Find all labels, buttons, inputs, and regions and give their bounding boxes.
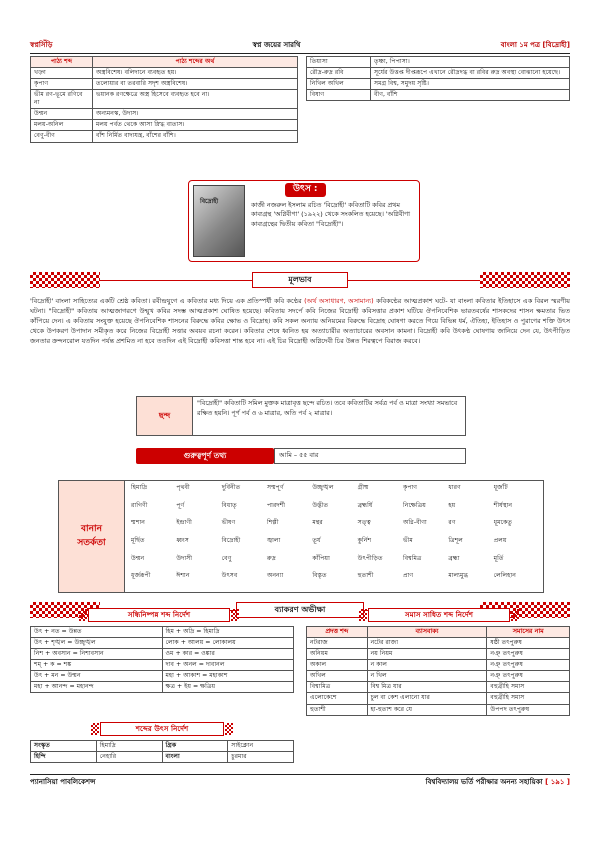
spelling-label-line1: বানান xyxy=(81,524,102,534)
chhanda-label: ছন্দ xyxy=(137,397,193,435)
word-origin-table xyxy=(30,740,294,763)
table-row xyxy=(31,671,294,682)
table-cell: নয় নিয়ম xyxy=(367,649,487,660)
table-cell: চুল বা কেশ এলানো যার xyxy=(367,693,487,704)
table-row xyxy=(31,649,294,660)
table-row xyxy=(31,741,294,752)
table-cell: ওম + কার = ওঙ্কার xyxy=(162,649,294,660)
col-header-meaning: পাঠ্য শব্দের অর্থ xyxy=(93,57,298,68)
table-row xyxy=(31,79,298,90)
table-cell: নিখিল অখিল xyxy=(307,79,371,90)
header-slogan: স্বপ্ন জয়ের সারথি xyxy=(252,41,301,50)
spelling-word: মন্থর xyxy=(312,519,323,527)
word-meaning-table-right xyxy=(306,56,570,101)
source-text: কাজী নজরুল ইসলাম রচিত 'বিদ্রোহী' কবিতাটি কবির প্রথম কাব্যগ্রন্থ 'অগ্নিবীণা' (১৯২২) থেকে সংকলিত হয়েছে। 'অগ্নিবীণা কাব্যগ্রন্থের দ্বিতীয় কবিতা "বিদ্রোহী"। xyxy=(251,201,410,228)
table-cell: বিশ্ব মিত্র যার xyxy=(367,682,487,693)
table-cell: দাব + অনল = দাবানল xyxy=(162,660,294,671)
spelling-word: ধূর্জটি xyxy=(493,484,508,491)
table-row xyxy=(307,638,570,649)
table-row xyxy=(31,638,294,649)
table-row xyxy=(307,660,570,671)
table-cell: হিমাদ্রি xyxy=(96,741,162,752)
table-cell: বাংলা xyxy=(162,752,228,763)
table-row xyxy=(307,693,570,704)
table-row xyxy=(307,68,570,79)
spelling-word: পূর্ণ xyxy=(176,501,185,509)
spelling-word: রণ xyxy=(448,519,456,527)
table-cell: ক্ষত্র + ইয় = ক্ষত্রিয় xyxy=(162,682,294,693)
table-cell: নিশ + অবসান = নিশাবসান xyxy=(31,649,163,660)
spelling-word: বিদ্রোহী xyxy=(221,536,241,544)
spelling-word: প্রলয় xyxy=(493,536,507,544)
sandhi-title: সন্ধিনিষ্পন্ন শব্দ নির্দেশ xyxy=(88,608,230,622)
table-cell: গ্রিক xyxy=(162,741,228,752)
spelling-word: ধারণ xyxy=(448,484,461,491)
table-cell: ন খিল xyxy=(367,671,487,682)
spelling-word: বেণু xyxy=(221,554,232,562)
table-cell: নেহারি xyxy=(96,752,162,763)
table-row xyxy=(31,68,298,79)
spelling-label-line2: সতর্কতা xyxy=(77,537,106,548)
samas-table xyxy=(306,626,570,716)
table-cell: অস্ত্রবিশেষ। বলিদানে ব্যবহৃত হয়। xyxy=(93,68,298,79)
table-cell: নটের রাজা xyxy=(367,638,487,649)
table-cell: হুতাশী xyxy=(307,704,368,715)
table-cell: উন্মন xyxy=(31,109,93,120)
table-cell: ষষ্ঠী তৎপুরুষ xyxy=(487,638,570,649)
table-cell: মলয়-অনিল xyxy=(31,120,93,131)
samas-col-word: প্রদত্ত শব্দ xyxy=(307,627,368,638)
spelling-word: পারদর্শী xyxy=(266,501,286,509)
spelling-word: হিমাদ্রি xyxy=(131,484,148,491)
checker-decoration xyxy=(480,272,570,288)
spelling-word: উদ্ভীত xyxy=(312,501,329,509)
spelling-word: প্রাণ xyxy=(402,572,414,580)
table-row xyxy=(31,660,294,671)
table-cell: বহুব্রীহি সমাস xyxy=(487,693,570,704)
table-cell: অনিয়ম xyxy=(307,649,368,660)
spelling-word: মূর্তি xyxy=(493,554,504,562)
spelling-word: নিক্ষেত্রিয় xyxy=(402,501,426,509)
spelling-word: সত্ত্ব xyxy=(357,519,371,527)
spelling-word: ধূর্জরূপী xyxy=(131,572,151,580)
table-cell: বেণু-বীণ xyxy=(31,131,93,142)
important-label: গুরুত্বপূর্ণ তথ্য xyxy=(136,448,274,464)
table-cell: অকাল xyxy=(307,660,368,671)
table-row xyxy=(31,752,294,763)
table-row xyxy=(31,120,298,131)
table-cell: হা-হুতাশ করে যে xyxy=(367,704,487,715)
table-cell: নটরাজ xyxy=(307,638,368,649)
source-box xyxy=(188,180,420,262)
spelling-grid xyxy=(125,481,543,592)
mulabhab-part: 'বিদ্রোহী' বাংলা সাহিত্যের একটি শ্রেষ্ঠ কবিতা। রবীন্দ্রযুগে এ কবিতার মধ্য দিয়ে এক প্রতিস্পর্ধী কবি কণ্ঠের xyxy=(30,297,305,305)
spelling-word: ত্রিশূল xyxy=(448,536,463,544)
mulabhab-text xyxy=(30,296,570,346)
spelling-word: উৎসব xyxy=(221,572,238,580)
spelling-word: বিস্তৃত xyxy=(312,572,327,580)
table-cell: অখিল xyxy=(307,671,368,682)
footer-rule xyxy=(30,774,570,775)
spelling-word: বিশ্বমিত্র xyxy=(402,554,422,562)
table-row xyxy=(31,627,294,638)
table-cell: নঞ্ তৎপুরুষ xyxy=(487,660,570,671)
table-cell: বহুব্রীহি সমাস xyxy=(487,682,570,693)
table-cell: সূর্যের উত্তপ্ত দীপ্তরূপে এখানে রৌদ্রদগ্ধ বা রবির রুদ্র অবস্থা বোঝানো হয়েছে। xyxy=(371,68,570,79)
checker-decoration xyxy=(30,272,100,288)
table-cell: তলোয়ার বা তরবারি সদৃশ অস্ত্রবিশেষ। xyxy=(93,79,298,90)
table-cell: মলয় পর্বত থেকে আসা স্নিগ্ধ বাতাস। xyxy=(93,120,298,131)
samas-col-byas: ব্যাসবাক্য xyxy=(367,627,487,638)
spelling-word: শীর্ষস্থান xyxy=(493,501,513,509)
table-cell: উৎ + শৃঙ্খল = উচ্ছৃঙ্খল xyxy=(31,638,163,649)
important-text: আমি – ৫৫ বার xyxy=(274,448,466,464)
table-cell: ভীম রণ-ভূমে রণিবে না xyxy=(31,90,93,109)
chhanda-box xyxy=(136,396,466,436)
usha-title: শব্দের উৎস নির্দেশ xyxy=(100,722,224,736)
table-row xyxy=(307,682,570,693)
table-cell: হিম + অদ্রি = হিমাদ্রি xyxy=(162,627,294,638)
table-cell: সংস্কৃত xyxy=(31,741,97,752)
footer-tagline: বিশ্ববিদ্যালয় ভর্তি পরীক্ষার অনন্য সহায়িকা xyxy=(425,778,543,786)
spelling-word: ব্রহ্মা xyxy=(448,554,460,562)
table-row xyxy=(31,131,298,142)
spelling-word: কৃপাণ xyxy=(402,484,418,491)
footer-right xyxy=(426,778,570,787)
spelling-word: সম্মপূর্ণ xyxy=(266,484,284,491)
table-cell: রৌদ্র-রুদ্র রবি xyxy=(307,68,371,79)
important-info xyxy=(136,448,466,464)
table-cell: নঞ্ তৎপুরুষ xyxy=(487,649,570,660)
spelling-word: অনন্যা xyxy=(266,572,284,580)
table-row xyxy=(307,79,570,90)
spelling-word: পৃথবী xyxy=(176,484,190,491)
table-cell: মহা + আকাশ = মহাকাশ xyxy=(162,671,294,682)
table-cell: ন কাল xyxy=(367,660,487,671)
spelling-word: শিল্পী xyxy=(266,519,279,527)
table-row xyxy=(31,90,298,109)
table-cell: বাঁশ নির্মিত বাদ্যযন্ত্র, বাঁশের বাঁশি। xyxy=(93,131,298,142)
sandhi-table xyxy=(30,626,294,693)
spelling-word: রাগিণী xyxy=(131,501,148,509)
book-cover-image xyxy=(193,185,245,257)
table-cell: ভয়ানক রণক্ষেত্রে অস্ত্র হিসেবে ব্যবহৃত হবে না। xyxy=(93,90,298,109)
page-header xyxy=(30,40,570,52)
spelling-word: উদাসী xyxy=(176,554,193,562)
chhanda-text: "বিদ্রোহী" কবিতাটি সমিল মুক্তক মাত্রাবৃত্ত ছন্দে রচিত। তবে কবিতাটির সর্বত্র পর্ব ও মাত্রা সংখ্যা সমভাবে রক্ষিত হয়নি। পূর্ণ পর্ব ও ৬ মাত্রার, অতি পর্ব ২ মাত্রার। xyxy=(197,399,458,417)
table-cell: মহা + আনন্দ = মহানন্দ xyxy=(31,682,163,693)
header-subject: বাংলা ১ম পত্র [বিদ্রোহী] xyxy=(500,41,570,50)
table-row xyxy=(31,682,294,693)
word-meaning-table xyxy=(30,56,298,143)
table-cell: লোক + আলয় = লোকালয় xyxy=(162,638,294,649)
table-row xyxy=(307,90,570,101)
mulabhab-part: কবিকণ্ঠের আত্মপ্রকাশ ঘটে- যা বাংলা কবিতার ইতিহাসে এক বিরল স্মরণীয় ঘটনা। "বিদ্রোহী" কবিতায় আত্মজাগরণে উন্মুখ কবির সদম্ভ আত্মপ্রকাশ ঘোষিত হয়েছে। কবিতায় সদর্পে কবি নিজের বিদ্রোহী কবিসত্তার প্রকাশ ঘটিয়ে ঔপনিবেশিক ভারতবর্ষের শাসকদের শাসন ক্ষমতার ভিত কাঁপিয়ে দেন। এ কবিতায় সংযুক্ত হয়েছে ঔপনিবেশিক শাসনের বিরুদ্ধে কবির ক্ষোভ ও বিদ্রোহ। কবি সকল অন্যায় অনিয়মের বিরুদ্ধে বিদ্রোহ ঘোষণা করতে গিয়ে বিভিন্ন ধর্ম, ঐতিহ্য, ইতিহাস ও পুরাণের শক্তি উৎস থেকে উপকরণ উপাদান সমীকৃত করে নিজের বিদ্রোহী সত্তার অবয়ব রচনা করেন। কবিতার শেষে ধ্বনিত হয় অত্যাচারীর অত্যাচারের অবসান কামনা। বিদ্রোহী কবি উৎকণ্ঠ ঘোষণায় জানিয়ে দেন যে, উৎপীড়িত জনতার ক্রন্দনরোল যতদিন পর্যন্ত প্রশমিত না হবে ততদিন এই বিদ্রোহী কবিসত্তা শান্ত হবে না। এই চির বিদ্রোহী অগ্নিদেবী চির উন্নত শিরত্বপে বিরাজ করবে। xyxy=(30,297,570,346)
table-row xyxy=(307,57,570,68)
table-row xyxy=(307,671,570,682)
spelling-word: ভীম xyxy=(402,536,413,544)
table-cell: চুরমার xyxy=(228,752,294,763)
spelling-word: দুর্বিনীত xyxy=(221,484,241,491)
table-cell: বিশ্বামিত্র xyxy=(307,682,368,693)
spelling-word: ব্রহ্মর্ষি xyxy=(357,501,373,509)
spelling-word: গ্রীষ্ম xyxy=(357,484,369,491)
spelling-word: অগ্নি-বীণা xyxy=(402,519,427,527)
spelling-label xyxy=(59,481,125,592)
table-cell: শম্ + ক = শঙ্ক xyxy=(31,660,163,671)
samas-title: সমাস সাধিত শব্দ নির্দেশ xyxy=(368,608,510,622)
spelling-word: রুদ্র xyxy=(266,554,276,562)
book-cover-title: বিদ্রোহী xyxy=(200,198,219,205)
table-cell: তিয়াসা xyxy=(307,57,371,68)
spelling-word: হুতাশী xyxy=(357,572,374,580)
table-row xyxy=(307,704,570,715)
spelling-word: ধ্বংস xyxy=(176,536,189,544)
spelling-word: ধূমকেতু xyxy=(493,519,513,527)
mulabhab-title: মূলভাব xyxy=(252,272,348,288)
table-cell: উৎ + নত = উন্নত xyxy=(31,627,163,638)
publisher: প্যানাসিয়া পাবলিকেশন্স xyxy=(30,778,96,786)
table-cell: কৃপাণ xyxy=(31,79,93,90)
table-row xyxy=(307,649,570,660)
spelling-word: শ্মশান xyxy=(131,519,145,527)
spelling-word: তূর্য xyxy=(312,536,321,544)
table-cell: সমগ্র বিশ্ব, সমুদয় সৃষ্টি। xyxy=(371,79,570,90)
table-row xyxy=(31,109,298,120)
table-cell: নঞ্ তৎপুরুষ xyxy=(487,671,570,682)
table-cell: খড়্গ xyxy=(31,68,93,79)
spelling-word: জ্বালা xyxy=(266,536,281,544)
spelling-word: কুর্নিশ xyxy=(357,536,372,544)
grammar-title: ব্যাকরণ অভীক্ষা xyxy=(236,602,364,618)
spelling-word: ইন্দ্রাণী xyxy=(176,519,192,527)
brand-left: স্বপ্নসিঁড়ি xyxy=(30,41,53,50)
table-cell: বিষাণ xyxy=(307,90,371,101)
spelling-word: লেলিহান xyxy=(493,572,516,580)
table-cell: সাইক্লোন xyxy=(228,741,294,752)
spelling-word: উচ্ছৃঙ্খল xyxy=(312,484,334,491)
spelling-box xyxy=(58,480,544,593)
col-header-word: পাঠ্য শব্দ xyxy=(31,57,93,68)
table-cell: হিন্দি xyxy=(31,752,97,763)
spelling-word: হয় xyxy=(448,501,456,509)
spelling-word: ঈশান xyxy=(176,572,190,580)
spelling-word: ভীষণ xyxy=(221,519,236,527)
spelling-word: কাঁপিয়া xyxy=(312,554,330,562)
mulabhab-highlight: (অর্থ অসাধারণ, অসামান্য) xyxy=(304,297,374,305)
table-cell: উৎ + মন = উন্মন xyxy=(31,671,163,682)
spelling-word: মূর্ছিত xyxy=(131,536,145,544)
table-cell: বীণ, বাঁশি xyxy=(371,90,570,101)
spelling-word: মাল্যমুগ্ধ xyxy=(448,572,469,580)
header-rule xyxy=(30,53,570,54)
table-cell: উপপদ তৎপুরুষ xyxy=(487,704,570,715)
spelling-word: বিধাতৃ xyxy=(221,501,237,509)
mulabhab-banner xyxy=(30,272,570,288)
source-tag: উৎস : xyxy=(285,183,326,197)
spelling-word: উৎপীড়িত xyxy=(357,554,383,562)
spelling-word: উন্মন xyxy=(131,554,145,562)
page-footer xyxy=(30,778,570,787)
table-cell: অন্যমনস্ক, উদাস। xyxy=(93,109,298,120)
table-cell: এলোকেশে xyxy=(307,693,368,704)
table-cell: তৃষ্ণা, পিপাসা। xyxy=(371,57,570,68)
page-number: [ ১৯১ ] xyxy=(545,778,570,786)
samas-col-name: সমাসের নাম xyxy=(487,627,570,638)
